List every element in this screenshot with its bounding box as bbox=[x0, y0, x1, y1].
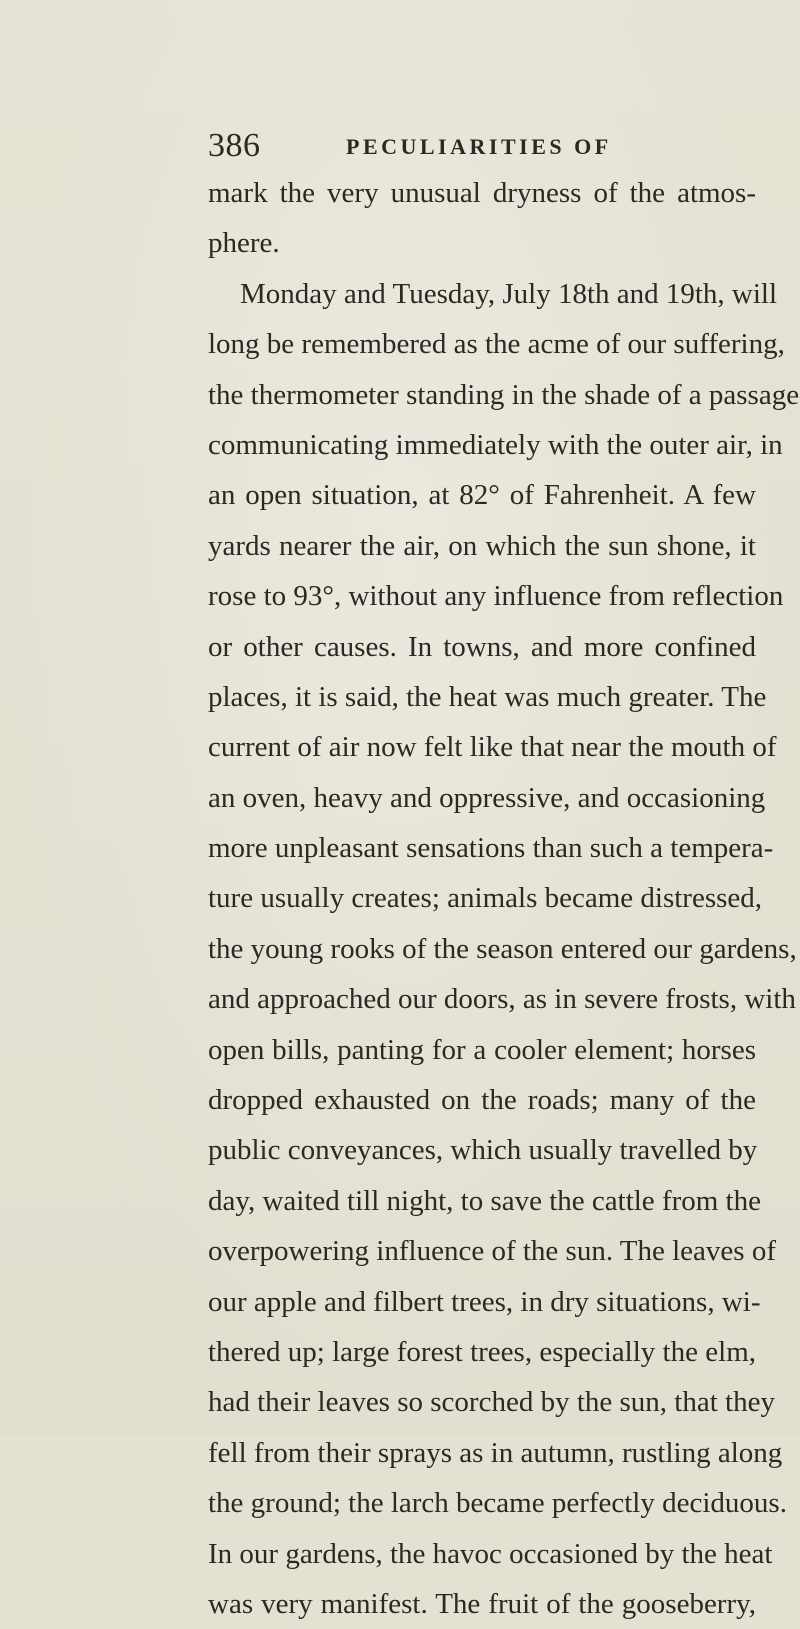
text-line: more unpleasant sensations than such a tempera- bbox=[208, 832, 774, 865]
text-line: In our gardens, the havoc occasioned by the heat bbox=[208, 1537, 773, 1570]
text-line: or other causes. In towns, and more confined bbox=[208, 630, 756, 663]
text-line: open bills, panting for a cooler element; horses bbox=[208, 1033, 756, 1066]
text-line: dropped exhausted on the roads; many of the bbox=[208, 1084, 756, 1117]
text-line: day, waited till night, to save the cattle from the bbox=[208, 1184, 761, 1217]
text-line: communicating immediately with the outer air, in bbox=[208, 428, 783, 461]
text-line: phere. bbox=[208, 227, 280, 260]
text-line: an oven, heavy and oppressive, and occasioning bbox=[208, 781, 766, 814]
text-line: an open situation, at 82° of Fahrenheit. A few bbox=[208, 479, 756, 512]
text-line: rose to 93°, without any influence from reflection bbox=[208, 580, 784, 613]
text-line: places, it is said, the heat was much greater. The bbox=[208, 680, 767, 713]
text-line: had their leaves so scorched by the sun, that they bbox=[208, 1386, 775, 1419]
body-text bbox=[208, 168, 800, 1629]
text-line: mark the very unusual dryness of the atmos- bbox=[208, 177, 756, 209]
text-line: thered up; large forest trees, especially the elm, bbox=[208, 1335, 756, 1368]
text-line: yards nearer the air, on which the sun shone, it bbox=[208, 529, 756, 562]
text-line: fell from their sprays as in autumn, rustling along bbox=[208, 1436, 783, 1469]
text-line: our apple and filbert trees, in dry situations, wi- bbox=[208, 1285, 761, 1318]
text-line: the young rooks of the season entered our gardens, bbox=[208, 932, 797, 965]
text-line: Monday and Tuesday, July 18th and 19th, will bbox=[240, 277, 778, 310]
text-line: current of air now felt like that near the mouth of bbox=[208, 731, 777, 764]
text-line: overpowering influence of the sun. The leaves of bbox=[208, 1235, 776, 1268]
text-line: long be remembered as the acme of our suffering, bbox=[208, 328, 785, 361]
text-line: and approached our doors, as in severe frosts, with bbox=[208, 983, 796, 1016]
text-line: the ground; the larch became perfectly deciduous. bbox=[208, 1487, 787, 1520]
running-head-title: PECULIARITIES OF bbox=[346, 134, 612, 159]
running-head bbox=[208, 126, 768, 166]
page-number: 386 bbox=[208, 127, 261, 164]
text-line: was very manifest. The fruit of the gooseberry, bbox=[208, 1587, 756, 1620]
text-line: public conveyances, which usually travelled by bbox=[208, 1134, 758, 1167]
text-line: ture usually creates; animals became distressed, bbox=[208, 882, 763, 915]
text-line: the thermometer standing in the shade of a passage bbox=[208, 378, 800, 411]
